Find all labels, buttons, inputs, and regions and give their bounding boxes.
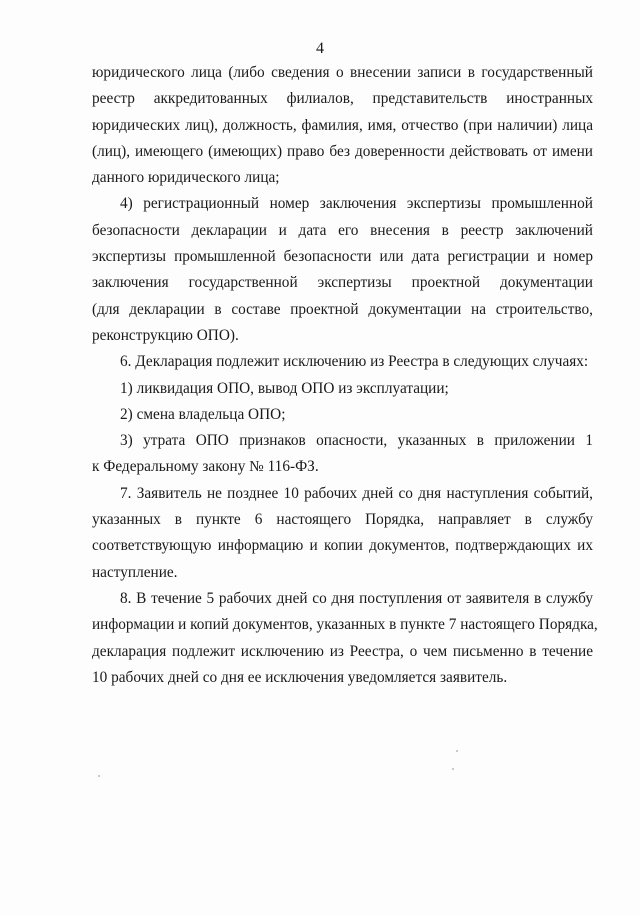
- text-line: 10 рабочих дней со дня ее исключения уведомляется заявитель.: [92, 668, 508, 686]
- text-line: наступление.: [92, 563, 178, 581]
- scan-speck: [456, 750, 458, 752]
- text-line: декларация подлежит исключению из Реестра, о чем письменно в течение: [92, 642, 593, 660]
- text-line: юридических лиц), должность, фамилия, имя, отчество (при наличии) лица: [92, 116, 593, 134]
- text-line: указанных в пункте 6 настоящего Порядка, направляет в службу: [92, 511, 593, 529]
- text-line: 7. Заявитель не позднее 10 рабочих дней со дня наступления событий,: [120, 484, 593, 502]
- text-line: безопасности декларации и дата его внесения в реестр заключений: [92, 221, 593, 239]
- text-line: заключения государственной экспертизы проектной документации: [92, 274, 593, 292]
- text-line: 2) смена владельца ОПО;: [120, 405, 286, 423]
- paragraph-item-2: [92, 402, 593, 428]
- text-line: экспертизы промышленной безопасности или дата регистрации и номер: [92, 248, 593, 266]
- paragraph-legal-entity-info: [92, 60, 593, 191]
- page-number: 4: [316, 40, 324, 57]
- text-line: (для декларации в составе проектной документации на строительство,: [92, 300, 593, 318]
- text-line: реестр аккредитованных филиалов, представительств иностранных: [92, 90, 593, 108]
- text-line: юридического лица (либо сведения о внесении записи в государственный: [92, 64, 593, 81]
- document-body: [92, 60, 598, 691]
- paragraph-clause-8: [92, 586, 598, 691]
- paragraph-item-1: [92, 376, 593, 402]
- paragraph-clause-6: [92, 349, 593, 375]
- text-line: 6. Декларация подлежит исключению из Реестра в следующих случаях:: [120, 353, 589, 371]
- text-line: 4) регистрационный номер заключения экспертизы промышленной: [120, 195, 593, 213]
- text-line: информации и копий документов, указанных в пункте 7 настоящего Порядка,: [92, 616, 598, 634]
- text-line: соответствующую информацию и копии документов, подтверждающих их: [92, 537, 593, 555]
- text-line: 3) утрата ОПО признаков опасности, указанных в приложении 1: [120, 432, 593, 450]
- text-line: (лиц), имеющего (имеющих) право без доверенности действовать от имени: [92, 142, 593, 160]
- scan-speck: [452, 768, 454, 770]
- paragraph-item-4: [92, 191, 593, 349]
- text-line: реконструкцию ОПО).: [92, 326, 239, 344]
- text-line: данного юридического лица;: [92, 169, 280, 187]
- paragraph-item-3: [92, 428, 593, 481]
- paragraph-clause-7: [92, 481, 593, 586]
- scan-speck: [98, 775, 100, 777]
- text-line: к Федеральному закону № 116-ФЗ.: [92, 458, 319, 476]
- text-line: 8. В течение 5 рабочих дней со дня поступления от заявителя в службу: [120, 589, 593, 607]
- text-line: 1) ликвидация ОПО, вывод ОПО из эксплуатации;: [120, 379, 449, 397]
